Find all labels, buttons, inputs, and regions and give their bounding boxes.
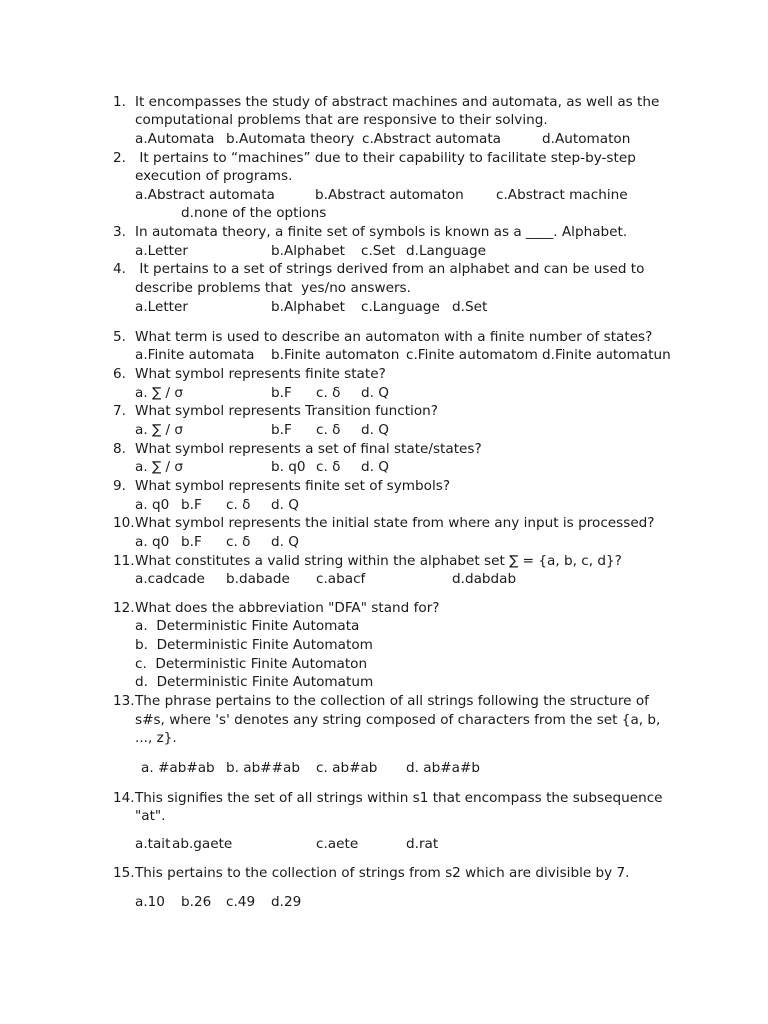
question-text: What constitutes a valid string within the alphabet set ∑ = {a, b, c, d}? [135,553,622,569]
question-number: 7. [113,403,126,419]
question-text: What does the abbreviation "DFA" stand for? [135,600,440,616]
option-d: d. Deterministic Finite Automatum [135,674,374,690]
option-b: b.Abstract automaton [315,187,464,203]
option-b: b.Finite automaton [271,347,400,363]
option-d: d.dabdab [452,571,517,587]
question-number: 2. [113,150,126,166]
question-text: The phrase pertains to the collection of all strings following the structure of [135,693,649,709]
question-text: ..., z}. [135,730,177,746]
option-a: a. q0 [135,534,170,550]
option-a: a.tait [135,836,171,852]
question-number: 11. [113,553,135,569]
question-number: 9. [113,478,126,494]
option-a: a. ∑ / σ [135,422,183,438]
option-c: c.Abstract machine [496,187,628,203]
question-text: What symbol represents finite state? [135,366,386,382]
option-b: b. ab##ab [226,760,300,776]
question-number: 5. [113,329,126,345]
option-b: b.Alphabet [271,243,345,259]
question-text: What symbol represents a set of final state/states? [135,441,482,457]
option-b: b.F [271,422,292,438]
option-a: a. q0 [135,497,170,513]
option-c: c. δ [316,459,341,475]
option-a: a. Deterministic Finite Automata [135,618,360,634]
question-text: This signifies the set of all strings within s1 that encompass the subsequence [135,790,663,806]
option-d: d.Language [406,243,487,259]
option-a: a.Automata [135,131,215,147]
question-number: 10. [113,515,135,531]
question-text: This pertains to the collection of strings from s2 which are divisible by 7. [135,865,630,881]
option-a: a.10 [135,894,165,910]
option-d: d.Automaton [542,131,631,147]
option-c: c. δ [316,422,341,438]
option-c: c. δ [226,534,251,550]
option-b: ab.gaete [172,836,233,852]
option-d: d. Q [361,422,389,438]
option-c: c.abacf [316,571,366,587]
question-text: What symbol represents finite set of symbols? [135,478,451,494]
option-c: c.Finite automatom [406,347,538,363]
option-d: d.Set [452,299,488,315]
option-c: c.49 [226,894,256,910]
option-b: b.dabade [226,571,290,587]
option-c: c. ab#ab [316,760,378,776]
option-b: b.Alphabet [271,299,345,315]
option-a: a. ∑ / σ [135,385,183,401]
option-b: b.F [181,497,202,513]
option-b: b.Automata theory [226,131,355,147]
option-b: b.F [271,385,292,401]
option-c: c.Abstract automata [362,131,502,147]
question-text: describe problems that yes/no answers. [135,280,411,296]
question-text: It pertains to a set of strings derived from an alphabet and can be used to [135,261,645,277]
question-number: 13. [113,693,135,709]
option-c: c. δ [316,385,341,401]
option-c: c.aete [316,836,359,852]
option-d: d.none of the options [181,205,327,221]
option-b: b. Deterministic Finite Automatom [135,637,373,653]
option-d: d. ab#a#b [406,760,480,776]
question-text: It encompasses the study of abstract machines and automata, as well as the [135,94,660,110]
question-text: What term is used to describe an automaton with a finite number of states? [135,329,653,345]
question-number: 12. [113,600,135,616]
question-text: What symbol represents Transition function? [135,403,438,419]
option-c: c. δ [226,497,251,513]
option-d: d. Q [271,534,299,550]
option-a: a.Letter [135,243,188,259]
question-text: "at". [135,808,166,824]
question-number: 1. [113,94,126,110]
question-number: 14. [113,790,135,806]
option-d: d. Q [361,385,389,401]
option-a: a. ∑ / σ [135,459,183,475]
option-a: a.Abstract automata [135,187,275,203]
option-a: a.cadcade [135,571,205,587]
question-number: 3. [113,224,126,240]
question-number: 6. [113,366,126,382]
question-text: computational problems that are responsive to their solving. [135,112,548,128]
option-b: b.26 [181,894,212,910]
option-c: c.Set [361,243,396,259]
question-text: What symbol represents the initial state from where any input is processed? [135,515,655,531]
option-a: a. #ab#ab [141,760,215,776]
option-b: b.F [181,534,202,550]
question-text: In automata theory, a finite set of symbols is known as a ____. Alphabet. [135,224,628,240]
option-b: b. q0 [271,459,306,475]
option-a: a.Finite automata [135,347,255,363]
option-d: d.Finite automatun [542,347,671,363]
question-number: 15. [113,865,135,881]
option-a: a.Letter [135,299,188,315]
question-number: 4. [113,261,126,277]
question-text: s#s, where 's' denotes any string composed of characters from the set {a, b, [135,712,661,728]
option-d: d.29 [271,894,302,910]
option-d: d. Q [361,459,389,475]
option-d: d. Q [271,497,299,513]
question-text: It pertains to “machines” due to their capability to facilitate step-by-step [135,150,636,166]
question-text: execution of programs. [135,168,293,184]
option-d: d.rat [406,836,439,852]
option-c: c. Deterministic Finite Automaton [135,656,368,672]
option-c: c.Language [361,299,440,315]
question-number: 8. [113,441,126,457]
